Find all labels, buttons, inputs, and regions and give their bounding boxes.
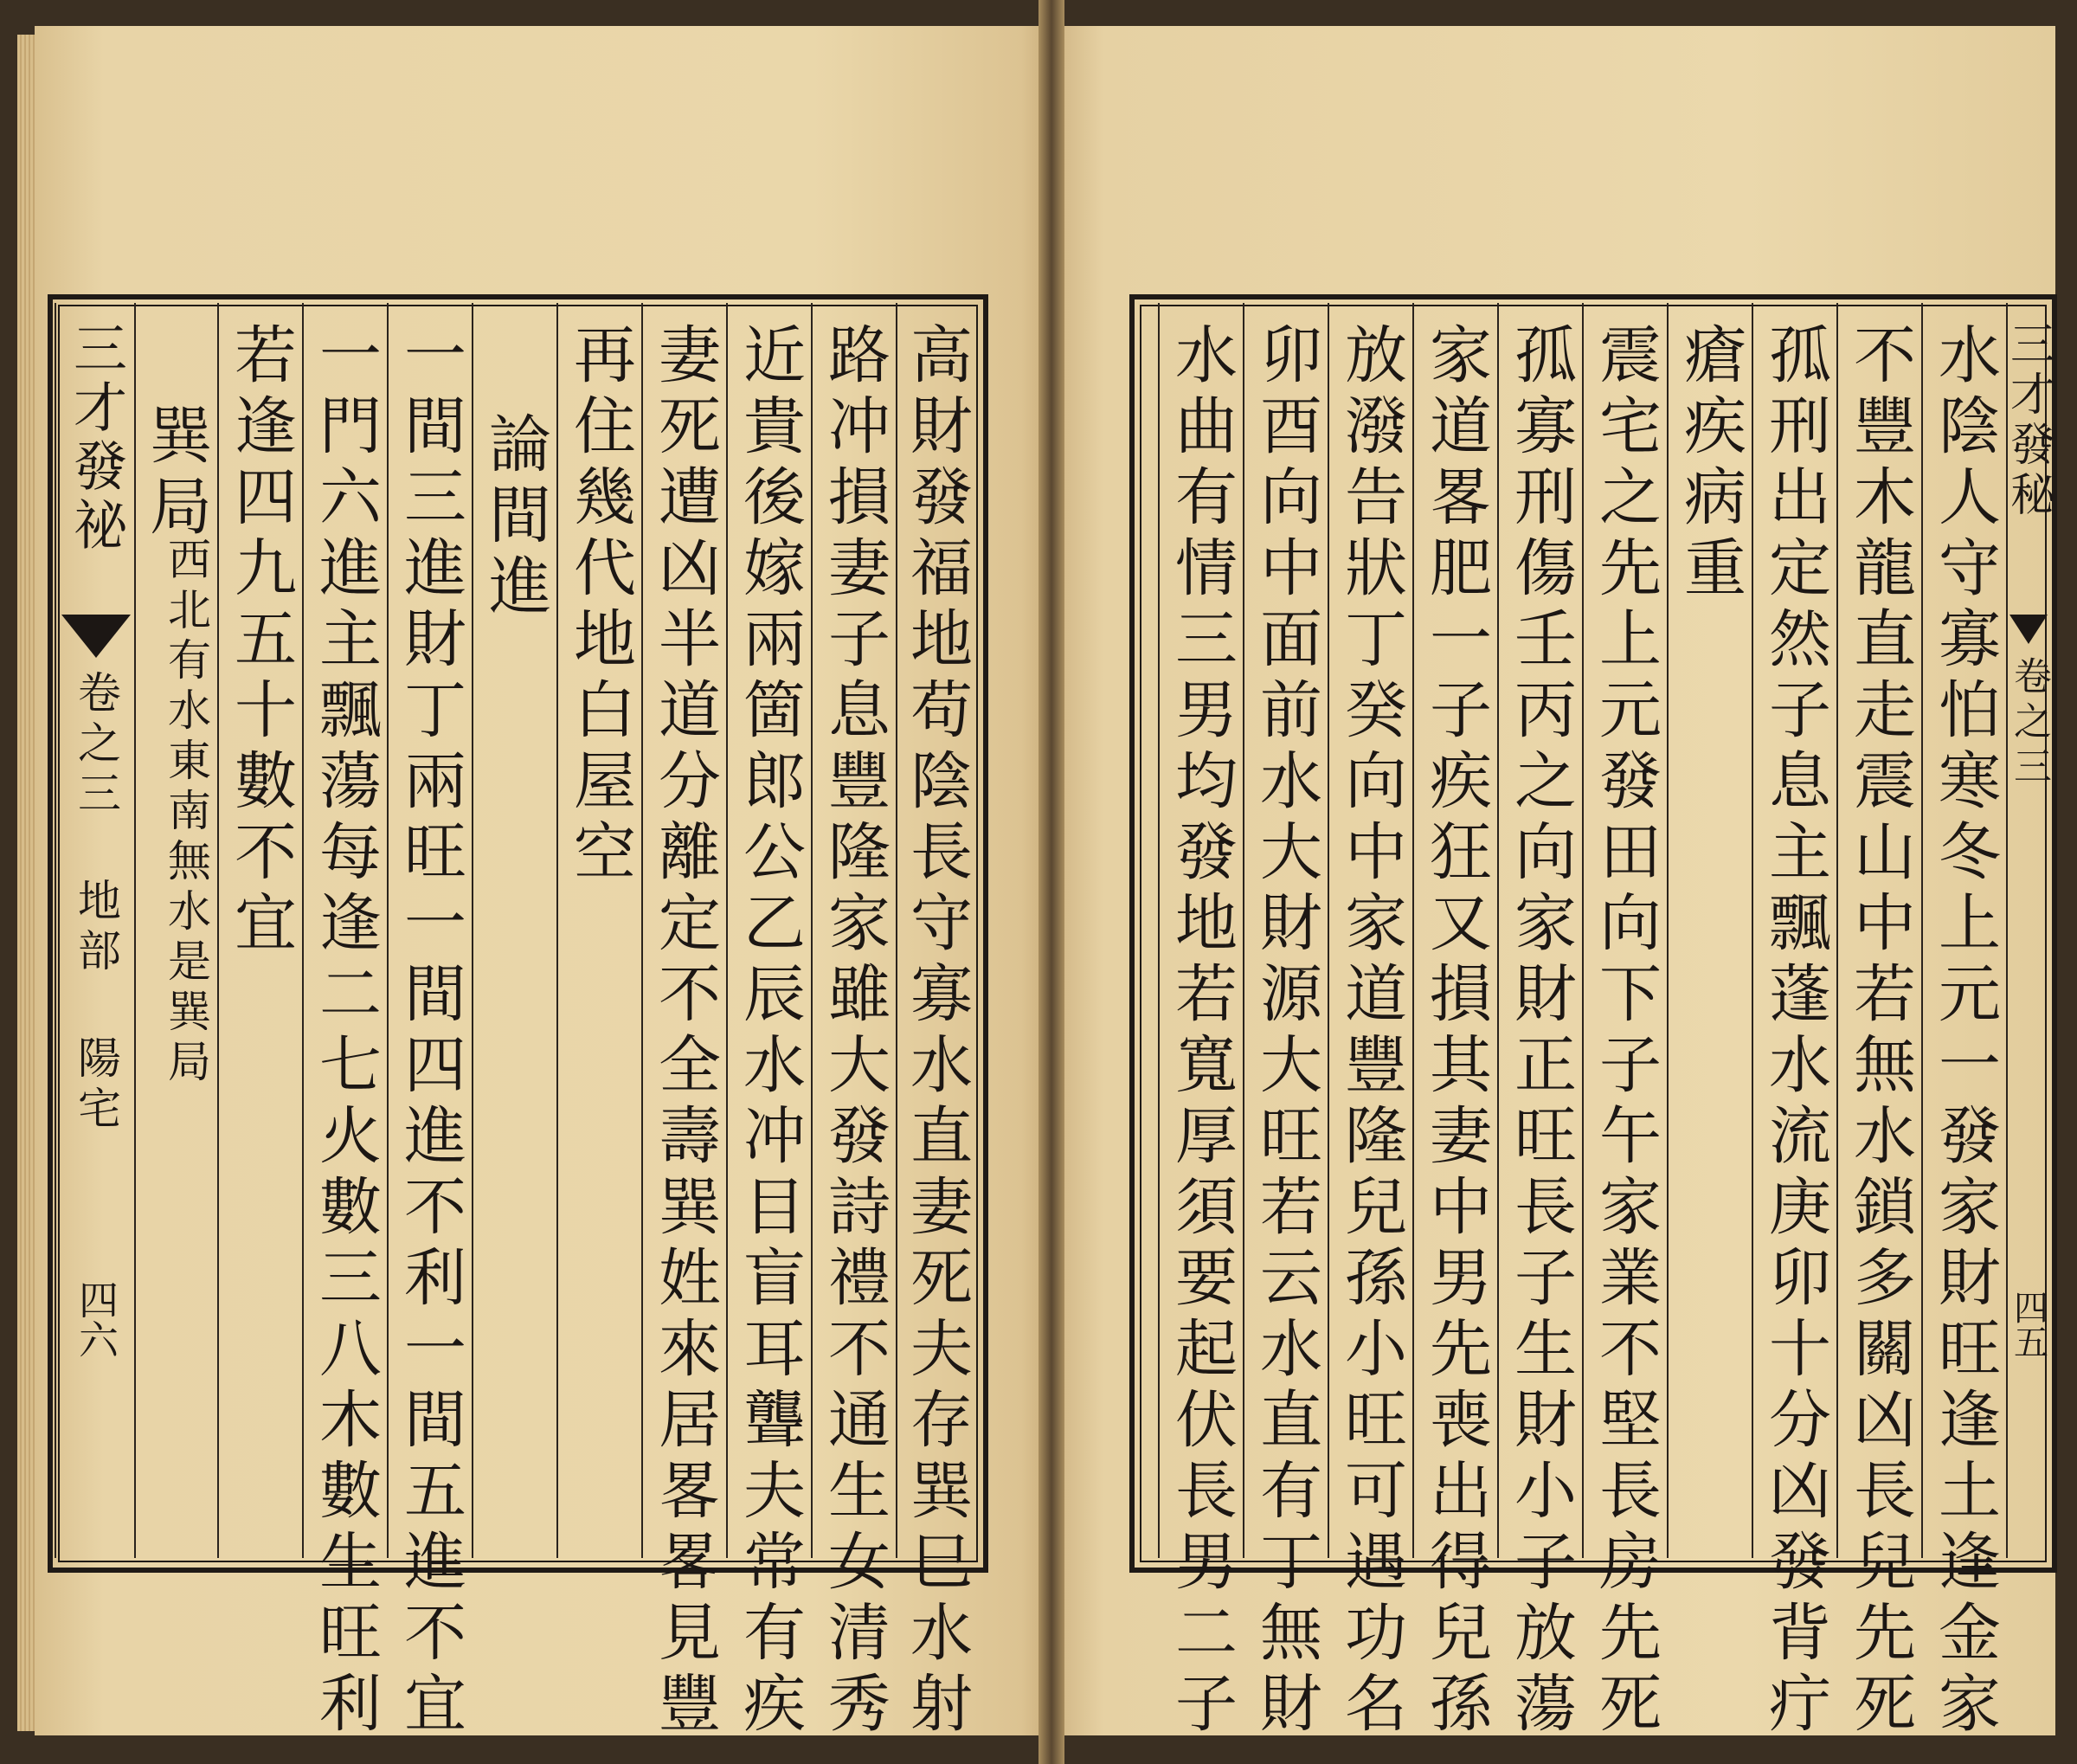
right-folio-number: 四五	[2008, 1290, 2048, 1359]
fish-tail-icon	[2009, 615, 2048, 644]
left-text-column: 妻死遭凶半道分離定不全壽巽姓來居畧畧見豐	[641, 303, 726, 1558]
left-subheading: 巽局	[139, 402, 212, 544]
left-text-column: 論間進	[472, 303, 556, 1558]
right-book-title: 三才發秘	[2002, 320, 2054, 521]
right-section-label: 卷之三	[2007, 656, 2051, 791]
left-text-column: 路冲損妻子息豐隆家雖大發詩禮不通生女清秀	[811, 303, 896, 1558]
left-center-strip	[55, 303, 136, 1558]
book-gutter	[1038, 0, 1064, 1764]
right-text-column: 不豐木龍直走震山中若無水鎖多關凶長兒先死	[1836, 303, 1921, 1558]
left-folio-number: 四六	[73, 1279, 119, 1359]
right-text-column: 水曲有情三男均發地若寬厚須要起伏長男二子	[1158, 303, 1243, 1558]
fish-tail-icon	[61, 615, 131, 658]
right-text-column: 震宅之先上元發田向下子午家業不堅長房先死	[1582, 303, 1667, 1558]
right-text-column: 孤刑出定然子息主飄蓬水流庚卯十分凶發背疔	[1752, 303, 1836, 1558]
left-book-title: 三才發祕	[64, 320, 128, 556]
right-text-column: 孤寡刑傷壬丙之向家財正旺長子生財小子放蕩	[1497, 303, 1582, 1558]
right-text-column: 卯酉向中面前水大財源大旺若云水直有丁無財	[1243, 303, 1328, 1558]
left-text-column: 近貴後嫁兩箇郎公乙辰水冲目盲耳聾夫常有疾	[726, 303, 811, 1558]
right-text-column: 瘡疾病重	[1667, 303, 1752, 1558]
left-text-column: 高財發福地苟陰長守寡水直妻死夫存巽巳水射	[896, 303, 978, 1558]
left-annotation-column: 西北有水東南無水是巽局	[161, 537, 211, 1089]
left-text-column: 再住幾代地白屋空	[556, 303, 641, 1558]
left-text-column: 一門六進主飄蕩每逢二七火數三八木數生旺利	[302, 303, 387, 1558]
right-text-column: 放潑告狀丁癸向中家道豐隆兒孫小旺可遇功名	[1328, 303, 1412, 1558]
right-text-column: 水陰人守寡怕寒冬上元一發家財旺逢土逢金家	[1921, 303, 2006, 1558]
left-section-label: 卷之三 地部 陽宅	[71, 670, 121, 1136]
left-text-column: 一間三進財丁兩旺一間四進不利一間五進不宜	[387, 303, 472, 1558]
left-text-column: 若逢四九五十數不宜	[217, 303, 302, 1558]
right-text-column: 家道畧肥一子疾狂又損其妻中男先喪出得兒孫	[1412, 303, 1497, 1558]
right-center-strip	[2002, 303, 2054, 1558]
